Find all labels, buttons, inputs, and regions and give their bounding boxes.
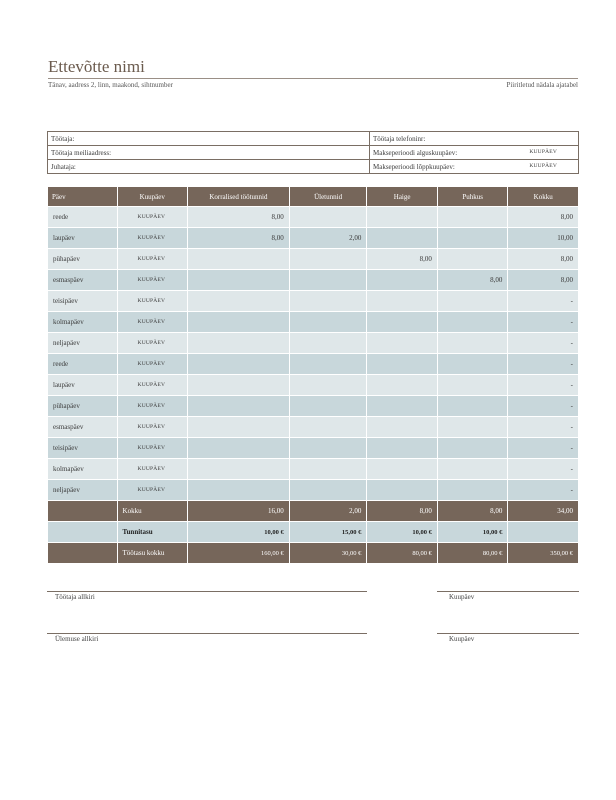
date-cell[interactable]: KUUPÄEV [118,459,188,479]
regular-hours-cell[interactable] [188,396,289,416]
date-cell[interactable]: KUUPÄEV [118,396,188,416]
vacation-cell[interactable] [438,417,508,437]
table-row [48,291,578,311]
rate-total [508,522,578,542]
phone-field[interactable] [370,132,579,146]
day-cell: kolmapäev [48,459,117,479]
company-name: Ettevõtte nimi [48,57,145,76]
manager-label: Juhataja: [51,162,76,171]
rate-sick[interactable]: 10,00 € [367,522,437,542]
table-row [48,207,578,227]
sick-cell[interactable] [367,459,437,479]
table-row [48,270,578,290]
pay-start-field[interactable] [370,146,579,160]
col-header-total: Kokku [508,187,578,206]
day-cell: esmaspäev [48,417,117,437]
vacation-cell[interactable] [438,354,508,374]
rate-vacation[interactable]: 10,00 € [438,522,508,542]
total-cell: - [508,333,578,353]
sick-cell[interactable] [367,333,437,353]
table-row [48,417,578,437]
vacation-cell[interactable] [438,207,508,227]
day-cell: teisipäev [48,291,117,311]
table-row [48,354,578,374]
regular-hours-cell[interactable] [188,459,289,479]
date-cell[interactable]: KUUPÄEV [118,438,188,458]
sick-cell[interactable] [367,438,437,458]
header-divider [48,78,578,79]
date-cell[interactable]: KUUPÄEV [118,207,188,227]
date-cell[interactable]: KUUPÄEV [118,480,188,500]
manager-date-label: Kuupäev [449,635,475,643]
day-cell: reede [48,354,117,374]
total-cell: 8,00 [508,207,578,227]
manager-signature-label: Ülemuse allkiri [55,635,99,643]
overtime-cell[interactable] [290,270,367,290]
regular-hours-cell[interactable] [188,333,289,353]
vacation-cell[interactable]: 8,00 [438,270,508,290]
pay-end-value: KUUPÄEV [529,162,557,169]
vacation-cell[interactable] [438,333,508,353]
pay-total: 350,00 € [508,543,578,563]
employee-label: Töötaja: [51,134,75,143]
day-cell: neljapäev [48,480,117,500]
pay-end-label: Makseperioodi lõppkuupäev: [373,162,455,171]
table-header-row [48,187,578,206]
pay-start-value: KUUPÄEV [529,148,557,155]
pay-sick: 80,00 € [367,543,437,563]
regular-hours-cell[interactable]: 8,00 [188,228,289,248]
overtime-cell[interactable] [290,396,367,416]
rate-regular[interactable]: 10,00 € [188,522,289,542]
total-cell: - [508,396,578,416]
table-row [48,375,578,395]
totals-regular: 16,00 [188,501,289,521]
date-cell[interactable]: KUUPÄEV [118,270,188,290]
email-label: Töötaja meiliaadress: [51,148,112,157]
total-cell: 8,00 [508,249,578,269]
sick-cell[interactable] [367,480,437,500]
employee-signature-line[interactable] [47,591,367,592]
vacation-cell[interactable] [438,396,508,416]
table-row [48,459,578,479]
rate-label: Tunnitasu [118,522,188,542]
sick-cell[interactable] [367,228,437,248]
vacation-cell[interactable] [438,438,508,458]
overtime-cell[interactable] [290,291,367,311]
regular-hours-cell[interactable] [188,270,289,290]
date-cell[interactable]: KUUPÄEV [118,375,188,395]
day-cell: laupäev [48,375,117,395]
total-cell: - [508,354,578,374]
sick-cell[interactable] [367,354,437,374]
overtime-cell[interactable]: 2,00 [290,228,367,248]
overtime-cell[interactable] [290,459,367,479]
sick-cell[interactable] [367,312,437,332]
pay-label: Töötasu kokku [118,543,188,563]
overtime-cell[interactable] [290,207,367,227]
day-cell: esmaspäev [48,270,117,290]
date-cell[interactable]: KUUPÄEV [118,417,188,437]
vacation-cell[interactable] [438,459,508,479]
manager-field[interactable] [48,160,370,174]
totals-overtime: 2,00 [290,501,367,521]
total-cell: - [508,459,578,479]
col-header-sick: Haige [367,187,437,206]
total-cell: - [508,312,578,332]
date-cell[interactable]: KUUPÄEV [118,312,188,332]
vacation-cell[interactable] [438,375,508,395]
sick-cell[interactable] [367,270,437,290]
sick-cell[interactable] [367,396,437,416]
sick-cell[interactable] [367,375,437,395]
date-cell[interactable]: KUUPÄEV [118,291,188,311]
employee-date-line[interactable] [437,591,579,592]
timesheet-table [47,186,579,564]
day-cell: pühapäev [48,396,117,416]
col-header-vacation: Puhkus [438,187,508,206]
employee-field[interactable] [48,132,370,146]
regular-hours-cell[interactable] [188,480,289,500]
regular-hours-cell[interactable] [188,249,289,269]
col-header-day: Päev [48,187,117,206]
manager-signature-line[interactable] [47,633,367,634]
employee-info-table [47,131,579,174]
day-cell: neljapäev [48,333,117,353]
pay-overtime: 30,00 € [290,543,367,563]
regular-hours-cell[interactable] [188,417,289,437]
date-cell[interactable]: KUUPÄEV [118,249,188,269]
overtime-cell[interactable] [290,333,367,353]
vacation-cell[interactable] [438,480,508,500]
table-row [48,480,578,500]
total-cell: - [508,291,578,311]
date-cell[interactable]: KUUPÄEV [118,354,188,374]
rate-overtime[interactable]: 15,00 € [290,522,367,542]
pay-row [48,543,578,563]
table-row [48,312,578,332]
totals-spacer [48,501,117,521]
table-row [48,228,578,248]
total-cell: - [508,417,578,437]
vacation-cell[interactable] [438,312,508,332]
overtime-cell[interactable] [290,417,367,437]
totals-sick: 8,00 [367,501,437,521]
pay-spacer [48,543,117,563]
table-row [48,333,578,353]
regular-hours-cell[interactable] [188,291,289,311]
totals-row [48,501,578,521]
company-address: Tänav, aadress 2, linn, maakond, sihtnumber [48,81,173,89]
regular-hours-cell[interactable] [188,312,289,332]
date-cell[interactable]: KUUPÄEV [118,333,188,353]
sick-cell[interactable]: 8,00 [367,249,437,269]
manager-date-line[interactable] [437,633,579,634]
table-row [48,249,578,269]
rate-row [48,522,578,542]
day-cell: reede [48,207,117,227]
vacation-cell[interactable] [438,291,508,311]
day-cell: laupäev [48,228,117,248]
total-cell: - [508,480,578,500]
date-cell[interactable]: KUUPÄEV [118,228,188,248]
phone-label: Töötaja telefoninr: [373,134,426,143]
pay-start-label: Makseperioodi alguskuupäev: [373,148,458,157]
overtime-cell[interactable] [290,480,367,500]
regular-hours-cell[interactable] [188,375,289,395]
day-cell: kolmapäev [48,312,117,332]
table-row [48,438,578,458]
total-cell: - [508,375,578,395]
totals-vacation: 8,00 [438,501,508,521]
sick-cell[interactable] [367,417,437,437]
rate-spacer [48,522,117,542]
regular-hours-cell[interactable] [188,354,289,374]
total-cell: 10,00 [508,228,578,248]
day-cell: teisipäev [48,438,117,458]
document-title: Piiritletud nädala ajatabel [506,81,578,89]
totals-total: 34,00 [508,501,578,521]
email-field[interactable] [48,146,370,160]
pay-vacation: 80,00 € [438,543,508,563]
vacation-cell[interactable] [438,249,508,269]
sick-cell[interactable] [367,207,437,227]
day-cell: pühapäev [48,249,117,269]
overtime-cell[interactable] [290,375,367,395]
vacation-cell[interactable] [438,228,508,248]
total-cell: 8,00 [508,270,578,290]
overtime-cell[interactable] [290,312,367,332]
table-row [48,396,578,416]
overtime-cell[interactable] [290,249,367,269]
regular-hours-cell[interactable]: 8,00 [188,207,289,227]
employee-date-label: Kuupäev [449,593,475,601]
pay-end-field[interactable] [370,160,579,174]
total-cell: - [508,438,578,458]
col-header-date: Kuupäev [118,187,188,206]
sick-cell[interactable] [367,291,437,311]
overtime-cell[interactable] [290,438,367,458]
regular-hours-cell[interactable] [188,438,289,458]
col-header-overtime: Ületunnid [290,187,367,206]
overtime-cell[interactable] [290,354,367,374]
totals-label: Kokku [118,501,188,521]
col-header-regular: Korralised töötunnid [188,187,289,206]
employee-signature-label: Töötaja allkiri [55,593,95,601]
pay-regular: 160,00 € [188,543,289,563]
